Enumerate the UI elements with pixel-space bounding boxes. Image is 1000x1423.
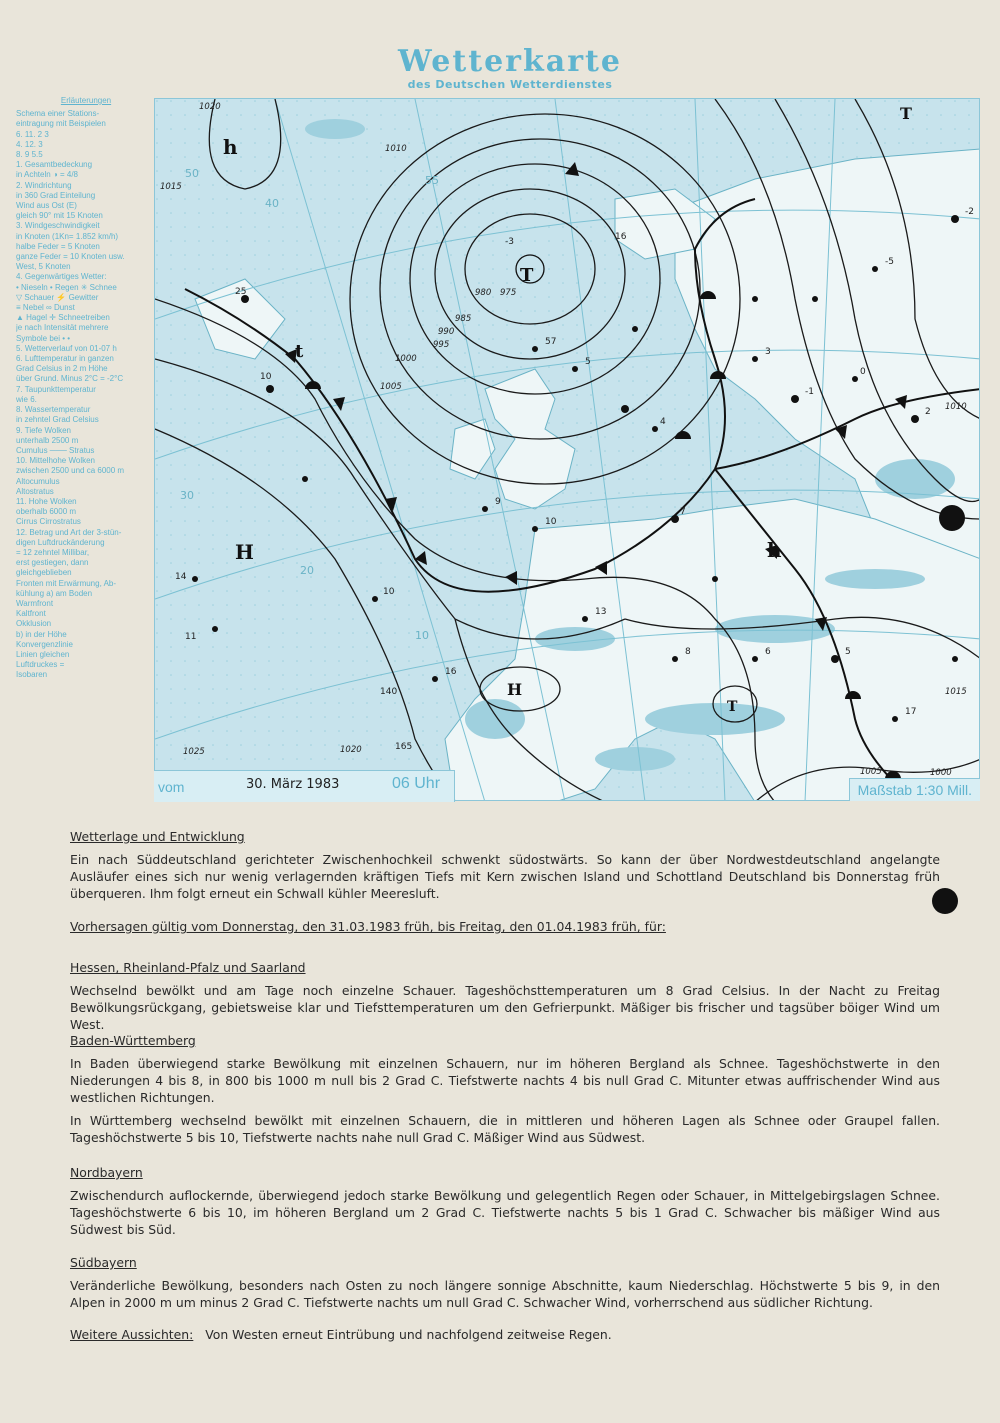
vorhersage-heading: Vorhersagen gültig vom Donnerstag, den 31.03.1983 früh, bis Freitag, den 01.04.1983 früh, für: (70, 919, 666, 934)
section-hessen (70, 959, 940, 1033)
pressure-center-high-weak: h (767, 538, 782, 562)
isobar-label: 1005 (380, 382, 402, 392)
suedbayern-text: Veränderliche Bewölkung, besonders nach Osten zu noch längere sonnige Abschnitte, kaum Niederschlag. Höchstwerte 5 bis 9, in den Alpen in 2000 m um minus 2 Grad C. Tiefstwerte nachts um null Grad C. Schwacher Wind, vorherrschend aus südlicher Richtung. (70, 1278, 940, 1310)
legend-line: Linien gleichen (16, 649, 70, 659)
legend-line: Warmfront (16, 598, 54, 608)
title-text: Wetterkarte (398, 44, 622, 79)
punch-hole (939, 505, 965, 531)
weather-map (154, 98, 980, 801)
hessen-text: Wechselnd bewölkt und am Tage noch einzelne Schauer. Tageshöchsttemperaturen um 8 Grad Celsius. In der Nacht zu Freitag Bewölkungsrückgang, gebietsweise klar und Tiefsttemperaturen um den Gefrierpunkt. Mäßiger bis frischer und tagsüber böiger Wind um West. (70, 983, 940, 1032)
section-baden-wuerttemberg (70, 1032, 940, 1146)
isobar-label: 980 (475, 288, 492, 298)
isobar-label: 1025 (183, 747, 205, 757)
isobar-label: 1010 (385, 144, 407, 154)
svg-text:-1: -1 (805, 387, 814, 397)
section-suedbayern (70, 1254, 940, 1311)
pressure-center-low-weak: t (295, 341, 304, 362)
svg-text:14: 14 (175, 572, 187, 582)
map-title (340, 46, 680, 91)
legend-line: Wind aus Ost (E) (16, 201, 77, 211)
isobar-label: 1015 (160, 182, 182, 192)
svg-text:-3: -3 (505, 237, 514, 247)
legend-line: = 12 zehntel Millibar, (16, 547, 90, 557)
svg-text:10: 10 (383, 587, 395, 597)
legend-line: gleich 90° mit 15 Knoten (16, 211, 103, 221)
legend-heading: Erläuterungen (60, 96, 112, 105)
lat-label: 55 (425, 174, 439, 187)
svg-text:3: 3 (765, 347, 771, 357)
nordbayern-heading: Nordbayern (70, 1165, 143, 1180)
isobar-label: 1020 (199, 102, 221, 112)
section-nordbayern (70, 1164, 940, 1238)
legend-line: Altocumulus (16, 476, 60, 486)
isobar-label: 1010 (945, 402, 967, 412)
legend-line: Okklusion (16, 619, 52, 629)
legend-line: unterhalb 2500 m (16, 435, 79, 445)
footer-date: 30. März 1983 (246, 777, 340, 792)
svg-text:16: 16 (615, 232, 627, 242)
legend-line: 1. Gesamtbedeckung (16, 160, 93, 170)
svg-text:17: 17 (905, 707, 917, 717)
legend-line: 5. Wetterverlauf von 01-07 h (16, 343, 117, 353)
legend-line: 6. Lufttemperatur in ganzen (16, 354, 114, 364)
isobar-label: 975 (500, 288, 517, 298)
svg-text:13: 13 (595, 607, 607, 617)
lat-label: 50 (185, 167, 199, 180)
pressure-center-low: T (520, 265, 534, 286)
legend-line: 11. Hohe Wolken (16, 496, 77, 506)
legend-lines (16, 109, 156, 680)
pressure-center-high: h (223, 135, 238, 159)
legend-line: 8. Wassertemperatur (16, 405, 91, 415)
legend-line: ganze Feder = 10 Knoten usw. (16, 252, 125, 262)
subtitle-text: des Deutschen Wetterdienstes (407, 78, 613, 91)
legend-panel (16, 96, 156, 681)
svg-text:8: 8 (685, 647, 691, 657)
isobar-label: 1000 (930, 768, 952, 778)
bw-heading: Baden-Württemberg (70, 1033, 196, 1048)
legend-line: Cumulus ─── Stratus (16, 445, 95, 455)
svg-text:6: 6 (765, 647, 771, 657)
legend-line: 7. Taupunkttemperatur (16, 384, 96, 394)
section-wetterlage (70, 828, 940, 902)
legend-line: 4. Gegenwärtiges Wetter: (16, 272, 107, 282)
nordbayern-text: Zwischendurch auflockernde, überwiegend jedoch starke Bewölkung und gelegentlich Regen oder Schauer, in Mittelgebirgslagen Schnee. Tageshöchstwerte 6 bis 10, im höheren Bergland um 2 Grad C. Tiefstwerte nachts 5 bis 1 Grad C. Schwacher bis mäßiger Wind aus Südwest bis Süd. (70, 1188, 940, 1237)
map-footer (154, 770, 980, 801)
isobar-label: 1015 (945, 687, 967, 697)
legend-line: in zehntel Grad Celsius (16, 415, 99, 425)
bw-text-baden: In Baden überwiegend starke Bewölkung mit einzelnen Schauern, nur im höheren Bergland als Schnee. Tageshöchstwerte in den Niederungen 4 bis 8, in 800 bis 1000 m null bis 2 Grad C. Tiefstwerte nachts 4 bis null Grad C. Mitunter etwas auffrischender Wind aus westlichen Richtungen. (70, 1056, 940, 1105)
lat-label: 40 (265, 197, 279, 210)
legend-line: • Nieseln • Regen ✳ Schnee (16, 282, 117, 292)
section-weitere-aussichten (70, 1326, 940, 1343)
legend-line: Luftdruckes = (16, 660, 65, 670)
legend-line: ≡ Nebel ∞ Dunst (16, 303, 75, 313)
svg-text:140: 140 (380, 687, 398, 697)
svg-text:16: 16 (445, 667, 457, 677)
lat-label: 20 (300, 564, 314, 577)
svg-text:57: 57 (545, 337, 557, 347)
legend-line: kühlung a) am Boden (16, 588, 93, 598)
legend-line: in 360 Grad Einteilung (16, 190, 96, 200)
svg-text:5: 5 (845, 647, 851, 657)
footer-vom: vom (158, 779, 185, 795)
isobar-label: 990 (438, 327, 455, 337)
map-svg (155, 99, 980, 801)
bw-text-wuerttemberg: In Württemberg wechselnd bewölkt mit einzelnen Schauern, die in mittleren und höheren Lagen als Schnee oder Graupel fallen. Tageshöchstwerte 5 bis 10, Tiefstwerte nachts nahe null Grad C. Mäßiger Wind aus Südwest. (70, 1113, 940, 1145)
legend-line: b) in der Höhe (16, 629, 67, 639)
svg-text:10: 10 (260, 372, 272, 382)
legend-line: Grad Celsius in 2 m Höhe (16, 364, 108, 374)
legend-line: wie 6. (16, 394, 37, 404)
legend-line: gleichgeblieben (16, 568, 72, 578)
legend-line: Isobaren (16, 670, 48, 680)
legend-line: Fronten mit Erwärmung, Ab- (16, 578, 117, 588)
weitere-text: Von Westen erneut Eintrübung und nachfolgend zeitweise Regen. (205, 1327, 612, 1342)
isobar-label: 1000 (395, 354, 417, 364)
isobar-label: 995 (433, 340, 450, 350)
wetterlage-text: Ein nach Süddeutschland gerichteter Zwischenhochkeil schwenkt südostwärts. So kann der über Nordwestdeutschland angelangte Ausläufer eines sich nur wenig verlagernden kräftigen Tiefs mit Kern zwischen Island und Schottland Deutschland bis Donnerstag früh überqueren. Ihm folgt erneut ein Schwall kühler Meeresluft. (70, 852, 940, 901)
svg-text:10: 10 (545, 517, 557, 527)
weitere-heading: Weitere Aussichten: (70, 1327, 194, 1342)
legend-line: Cirrus Cirrostratus (16, 517, 81, 527)
svg-text:0: 0 (860, 367, 866, 377)
legend-line: oberhalb 6000 m (16, 507, 77, 517)
section-vorhersage (70, 918, 940, 935)
legend-line: ▽ Schauer ⚡ Gewitter (16, 292, 99, 302)
svg-text:5: 5 (585, 357, 591, 367)
hessen-heading: Hessen, Rheinland-Pfalz und Saarland (70, 960, 306, 975)
legend-line: Symbole bei • • (16, 333, 71, 343)
map-scale: Maßstab 1:30 Mill. (849, 778, 980, 801)
legend-line: 2. Windrichtung (16, 180, 72, 190)
map-footer-box (154, 770, 455, 802)
legend-line: je nach Intensität mehrere (16, 323, 109, 333)
pressure-center-low: T (900, 104, 912, 123)
svg-text:165: 165 (395, 742, 413, 752)
lat-label: 30 (180, 489, 194, 502)
svg-text:-5: -5 (885, 257, 894, 267)
svg-text:9: 9 (495, 497, 501, 507)
legend-line: Schema einer Stations- (16, 109, 100, 119)
svg-text:25: 25 (235, 287, 247, 297)
suedbayern-heading: Südbayern (70, 1255, 137, 1270)
legend-line: Konvergenzlinie (16, 639, 73, 649)
legend-line: 12. Betrag und Art der 3-stün- (16, 527, 122, 537)
svg-text:2: 2 (925, 407, 931, 417)
legend-line: West, 5 Knoten (16, 262, 71, 272)
legend-line: in Knoten (1Kn= 1.852 km/h) (16, 231, 119, 241)
legend-line: digen Luftdruckänderung (16, 537, 105, 547)
legend-line: halbe Feder = 5 Knoten (16, 241, 100, 251)
isobar-label: 1020 (340, 745, 362, 755)
isobar-label: 985 (455, 314, 472, 324)
legend-line: 8. 9 5.5 (16, 150, 43, 160)
legend-line: zwischen 2500 und ca 6000 m (16, 466, 125, 476)
legend-line: 3. Windgeschwindigkeit (16, 221, 100, 231)
legend-line: über Grund. Minus 2°C = -2°C (16, 374, 124, 384)
legend-line: ▲ Hagel ✛ Schneetreiben (16, 313, 110, 323)
legend-line: 10. Mittelhohe Wolken (16, 456, 96, 466)
lat-label: 10 (415, 629, 429, 642)
legend-line: Altostratus (16, 486, 54, 496)
legend-line: eintragung mit Beispielen (16, 119, 106, 129)
pressure-center-high: H (235, 540, 254, 564)
wetterlage-heading: Wetterlage und Entwicklung (70, 829, 245, 844)
legend-line: 6. 11. 2 3 (16, 129, 49, 139)
legend-line: Kaltfront (16, 609, 46, 619)
svg-text:-2: -2 (965, 207, 974, 217)
svg-text:11: 11 (185, 632, 197, 642)
legend-line: 9. Tiefe Wolken (16, 425, 71, 435)
legend-line: 4. 12. 3 (16, 139, 43, 149)
pressure-center-high: H (507, 680, 523, 699)
svg-text:7: 7 (680, 507, 686, 517)
pressure-center-low: T (727, 699, 738, 715)
svg-text:4: 4 (660, 417, 666, 427)
footer-time: 06 Uhr (392, 775, 441, 792)
legend-line: erst gestiegen, dann (16, 558, 89, 568)
legend-line: in Achteln ◑ = 4/8 (16, 170, 78, 180)
isobar-label: 1005 (860, 767, 882, 777)
